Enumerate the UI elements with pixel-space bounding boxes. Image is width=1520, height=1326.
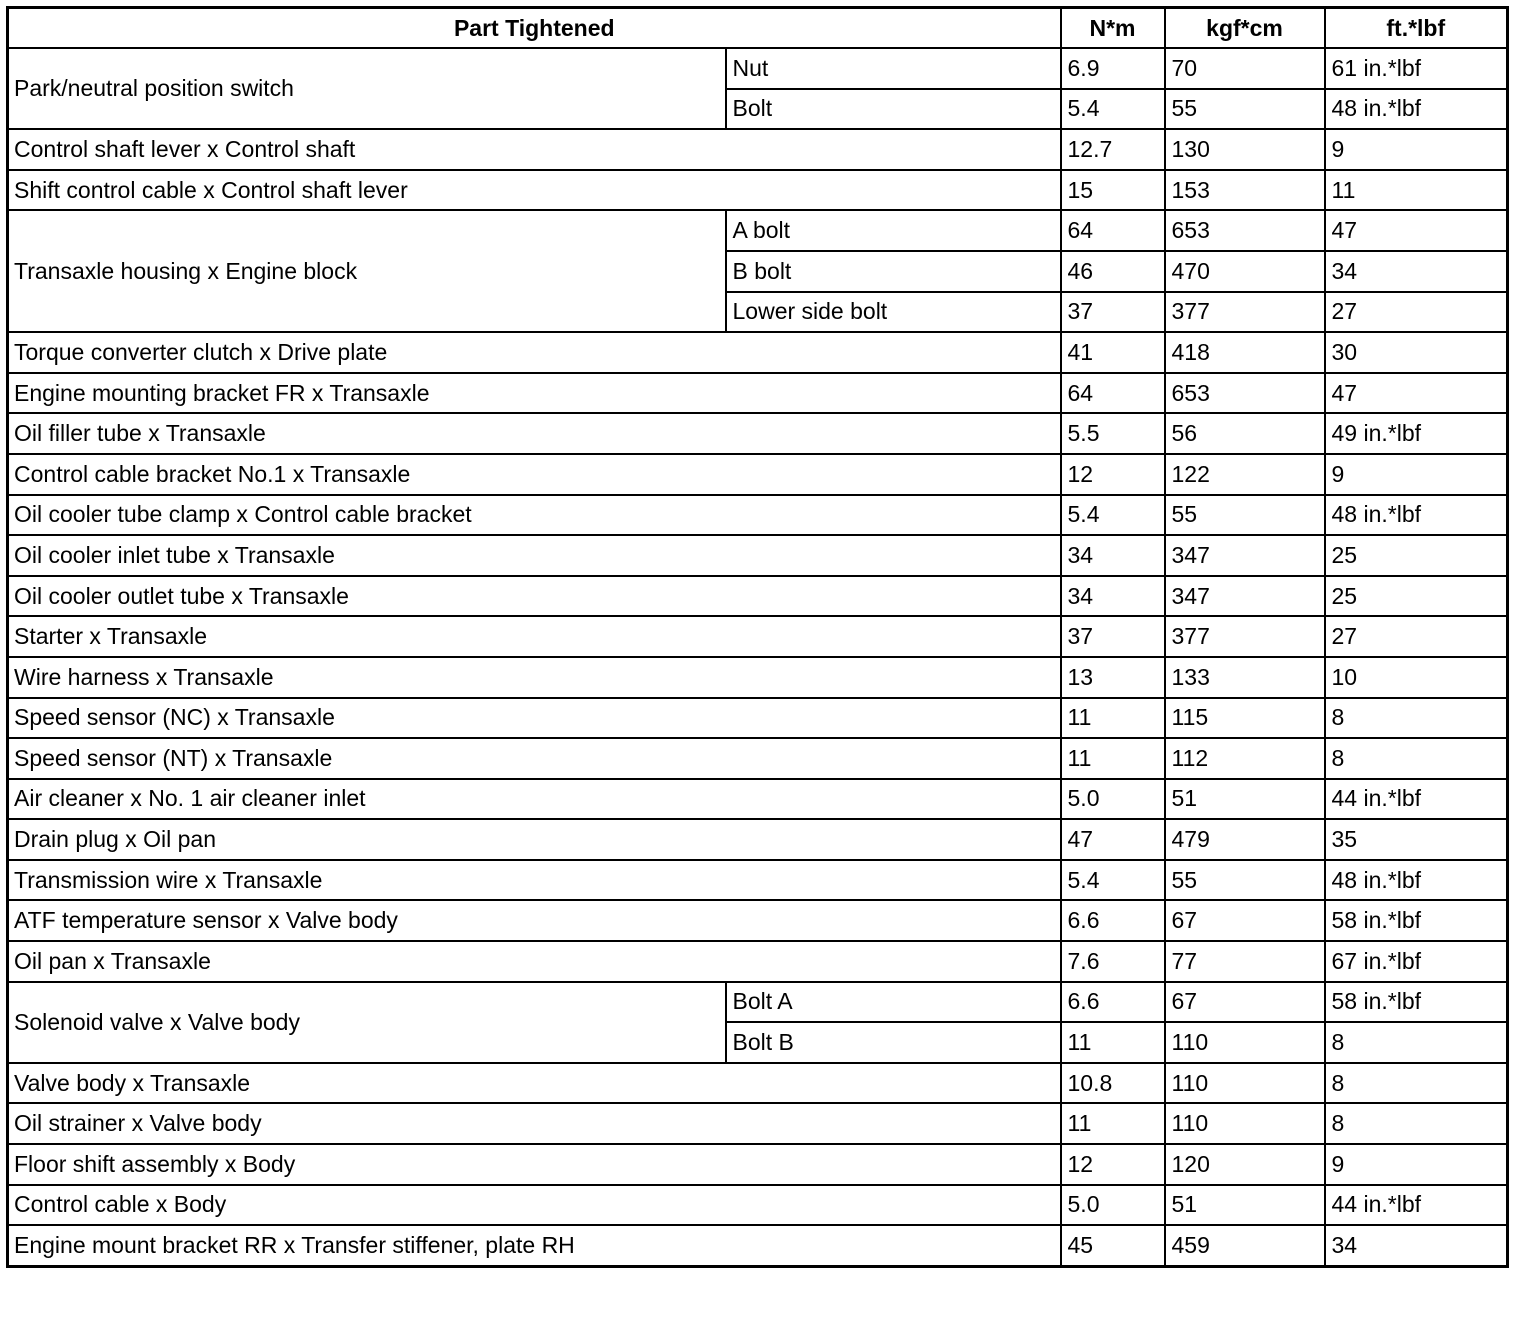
- part-name-cell: Oil pan x Transaxle: [8, 941, 1061, 982]
- table-row: [8, 941, 1508, 982]
- ftlbf-value-cell: 58 in.*lbf: [1325, 982, 1508, 1023]
- table-row: [8, 657, 1508, 698]
- nm-value-cell: 34: [1061, 576, 1165, 617]
- nm-value-cell: 7.6: [1061, 941, 1165, 982]
- nm-value-cell: 64: [1061, 210, 1165, 251]
- ftlbf-value-cell: 25: [1325, 576, 1508, 617]
- table-row: [8, 819, 1508, 860]
- kgf-value-cell: 418: [1165, 332, 1325, 373]
- nm-value-cell: 11: [1061, 738, 1165, 779]
- part-name-cell: Control cable x Body: [8, 1185, 1061, 1226]
- ftlbf-value-cell: 27: [1325, 616, 1508, 657]
- kgf-value-cell: 67: [1165, 982, 1325, 1023]
- ftlbf-value-cell: 27: [1325, 292, 1508, 333]
- kgf-value-cell: 51: [1165, 1185, 1325, 1226]
- ftlbf-value-cell: 44 in.*lbf: [1325, 779, 1508, 820]
- header-row: [8, 8, 1508, 49]
- ftlbf-value-cell: 49 in.*lbf: [1325, 413, 1508, 454]
- sub-part-cell: Bolt B: [726, 1022, 1061, 1063]
- table-row: [8, 1185, 1508, 1226]
- kgf-value-cell: 115: [1165, 698, 1325, 739]
- part-name-cell: Oil cooler inlet tube x Transaxle: [8, 535, 1061, 576]
- header-nm: N*m: [1061, 8, 1165, 49]
- part-name-cell: Shift control cable x Control shaft lever: [8, 170, 1061, 211]
- part-name-cell: Oil cooler outlet tube x Transaxle: [8, 576, 1061, 617]
- nm-value-cell: 12.7: [1061, 129, 1165, 170]
- sub-part-cell: Lower side bolt: [726, 292, 1061, 333]
- ftlbf-value-cell: 9: [1325, 454, 1508, 495]
- table-row: [8, 616, 1508, 657]
- nm-value-cell: 41: [1061, 332, 1165, 373]
- kgf-value-cell: 130: [1165, 129, 1325, 170]
- nm-value-cell: 11: [1061, 698, 1165, 739]
- header-kgf-cm: kgf*cm: [1165, 8, 1325, 49]
- nm-value-cell: 12: [1061, 1144, 1165, 1185]
- kgf-value-cell: 110: [1165, 1103, 1325, 1144]
- nm-value-cell: 11: [1061, 1022, 1165, 1063]
- part-name-cell: Engine mounting bracket FR x Transaxle: [8, 373, 1061, 414]
- ftlbf-value-cell: 34: [1325, 1225, 1508, 1266]
- nm-value-cell: 15: [1061, 170, 1165, 211]
- part-name-cell: Control shaft lever x Control shaft: [8, 129, 1061, 170]
- kgf-value-cell: 56: [1165, 413, 1325, 454]
- part-name-cell: Park/neutral position switch: [8, 48, 726, 129]
- table-row: [8, 48, 1508, 89]
- part-name-cell: Speed sensor (NC) x Transaxle: [8, 698, 1061, 739]
- kgf-value-cell: 122: [1165, 454, 1325, 495]
- ftlbf-value-cell: 8: [1325, 738, 1508, 779]
- kgf-value-cell: 470: [1165, 251, 1325, 292]
- sub-part-cell: Bolt A: [726, 982, 1061, 1023]
- part-name-cell: Transaxle housing x Engine block: [8, 210, 726, 332]
- nm-value-cell: 6.9: [1061, 48, 1165, 89]
- table-row: [8, 1063, 1508, 1104]
- ftlbf-value-cell: 34: [1325, 251, 1508, 292]
- table-row: [8, 332, 1508, 373]
- part-name-cell: Air cleaner x No. 1 air cleaner inlet: [8, 779, 1061, 820]
- kgf-value-cell: 77: [1165, 941, 1325, 982]
- table-row: [8, 129, 1508, 170]
- nm-value-cell: 12: [1061, 454, 1165, 495]
- nm-value-cell: 47: [1061, 819, 1165, 860]
- kgf-value-cell: 110: [1165, 1063, 1325, 1104]
- kgf-value-cell: 133: [1165, 657, 1325, 698]
- ftlbf-value-cell: 25: [1325, 535, 1508, 576]
- part-name-cell: ATF temperature sensor x Valve body: [8, 900, 1061, 941]
- ftlbf-value-cell: 47: [1325, 210, 1508, 251]
- header-part-tightened: Part Tightened: [8, 8, 1061, 49]
- ftlbf-value-cell: 44 in.*lbf: [1325, 1185, 1508, 1226]
- kgf-value-cell: 120: [1165, 1144, 1325, 1185]
- nm-value-cell: 37: [1061, 616, 1165, 657]
- table-row: [8, 1144, 1508, 1185]
- table-body: [8, 48, 1508, 1266]
- kgf-value-cell: 653: [1165, 373, 1325, 414]
- kgf-value-cell: 70: [1165, 48, 1325, 89]
- kgf-value-cell: 347: [1165, 535, 1325, 576]
- nm-value-cell: 45: [1061, 1225, 1165, 1266]
- table-row: [8, 535, 1508, 576]
- nm-value-cell: 11: [1061, 1103, 1165, 1144]
- ftlbf-value-cell: 61 in.*lbf: [1325, 48, 1508, 89]
- kgf-value-cell: 459: [1165, 1225, 1325, 1266]
- nm-value-cell: 46: [1061, 251, 1165, 292]
- part-name-cell: Solenoid valve x Valve body: [8, 982, 726, 1063]
- ftlbf-value-cell: 8: [1325, 698, 1508, 739]
- nm-value-cell: 5.0: [1061, 1185, 1165, 1226]
- nm-value-cell: 5.4: [1061, 89, 1165, 130]
- part-name-cell: Wire harness x Transaxle: [8, 657, 1061, 698]
- kgf-value-cell: 110: [1165, 1022, 1325, 1063]
- ftlbf-value-cell: 8: [1325, 1063, 1508, 1104]
- table-row: [8, 1225, 1508, 1266]
- part-name-cell: Oil filler tube x Transaxle: [8, 413, 1061, 454]
- ftlbf-value-cell: 10: [1325, 657, 1508, 698]
- sub-part-cell: Bolt: [726, 89, 1061, 130]
- part-name-cell: Control cable bracket No.1 x Transaxle: [8, 454, 1061, 495]
- ftlbf-value-cell: 8: [1325, 1103, 1508, 1144]
- nm-value-cell: 5.5: [1061, 413, 1165, 454]
- table-row: [8, 170, 1508, 211]
- ftlbf-value-cell: 11: [1325, 170, 1508, 211]
- ftlbf-value-cell: 30: [1325, 332, 1508, 373]
- table-row: [8, 779, 1508, 820]
- table-row: [8, 860, 1508, 901]
- kgf-value-cell: 377: [1165, 292, 1325, 333]
- table-row: [8, 900, 1508, 941]
- kgf-value-cell: 377: [1165, 616, 1325, 657]
- nm-value-cell: 5.4: [1061, 860, 1165, 901]
- ftlbf-value-cell: 48 in.*lbf: [1325, 89, 1508, 130]
- part-name-cell: Drain plug x Oil pan: [8, 819, 1061, 860]
- table-row: [8, 454, 1508, 495]
- part-name-cell: Engine mount bracket RR x Transfer stiffener, plate RH: [8, 1225, 1061, 1266]
- torque-spec-table: [6, 6, 1509, 1268]
- nm-value-cell: 5.4: [1061, 495, 1165, 536]
- nm-value-cell: 6.6: [1061, 982, 1165, 1023]
- kgf-value-cell: 51: [1165, 779, 1325, 820]
- table-row: [8, 576, 1508, 617]
- table-row: [8, 982, 1508, 1023]
- part-name-cell: Oil cooler tube clamp x Control cable bracket: [8, 495, 1061, 536]
- table-row: [8, 1103, 1508, 1144]
- kgf-value-cell: 67: [1165, 900, 1325, 941]
- table-row: [8, 210, 1508, 251]
- table-row: [8, 495, 1508, 536]
- ftlbf-value-cell: 9: [1325, 129, 1508, 170]
- kgf-value-cell: 112: [1165, 738, 1325, 779]
- nm-value-cell: 5.0: [1061, 779, 1165, 820]
- part-name-cell: Floor shift assembly x Body: [8, 1144, 1061, 1185]
- sub-part-cell: B bolt: [726, 251, 1061, 292]
- part-name-cell: Starter x Transaxle: [8, 616, 1061, 657]
- ftlbf-value-cell: 48 in.*lbf: [1325, 860, 1508, 901]
- kgf-value-cell: 55: [1165, 495, 1325, 536]
- part-name-cell: Torque converter clutch x Drive plate: [8, 332, 1061, 373]
- nm-value-cell: 37: [1061, 292, 1165, 333]
- kgf-value-cell: 653: [1165, 210, 1325, 251]
- ftlbf-value-cell: 8: [1325, 1022, 1508, 1063]
- nm-value-cell: 13: [1061, 657, 1165, 698]
- table-row: [8, 413, 1508, 454]
- nm-value-cell: 34: [1061, 535, 1165, 576]
- kgf-value-cell: 479: [1165, 819, 1325, 860]
- header-ft-lbf: ft.*lbf: [1325, 8, 1508, 49]
- table-row: [8, 738, 1508, 779]
- part-name-cell: Transmission wire x Transaxle: [8, 860, 1061, 901]
- sub-part-cell: Nut: [726, 48, 1061, 89]
- part-name-cell: Speed sensor (NT) x Transaxle: [8, 738, 1061, 779]
- kgf-value-cell: 55: [1165, 89, 1325, 130]
- ftlbf-value-cell: 48 in.*lbf: [1325, 495, 1508, 536]
- part-name-cell: Oil strainer x Valve body: [8, 1103, 1061, 1144]
- ftlbf-value-cell: 9: [1325, 1144, 1508, 1185]
- nm-value-cell: 10.8: [1061, 1063, 1165, 1104]
- nm-value-cell: 64: [1061, 373, 1165, 414]
- sub-part-cell: A bolt: [726, 210, 1061, 251]
- ftlbf-value-cell: 67 in.*lbf: [1325, 941, 1508, 982]
- nm-value-cell: 6.6: [1061, 900, 1165, 941]
- table-row: [8, 698, 1508, 739]
- part-name-cell: Valve body x Transaxle: [8, 1063, 1061, 1104]
- kgf-value-cell: 55: [1165, 860, 1325, 901]
- ftlbf-value-cell: 58 in.*lbf: [1325, 900, 1508, 941]
- kgf-value-cell: 153: [1165, 170, 1325, 211]
- kgf-value-cell: 347: [1165, 576, 1325, 617]
- ftlbf-value-cell: 35: [1325, 819, 1508, 860]
- ftlbf-value-cell: 47: [1325, 373, 1508, 414]
- table-row: [8, 373, 1508, 414]
